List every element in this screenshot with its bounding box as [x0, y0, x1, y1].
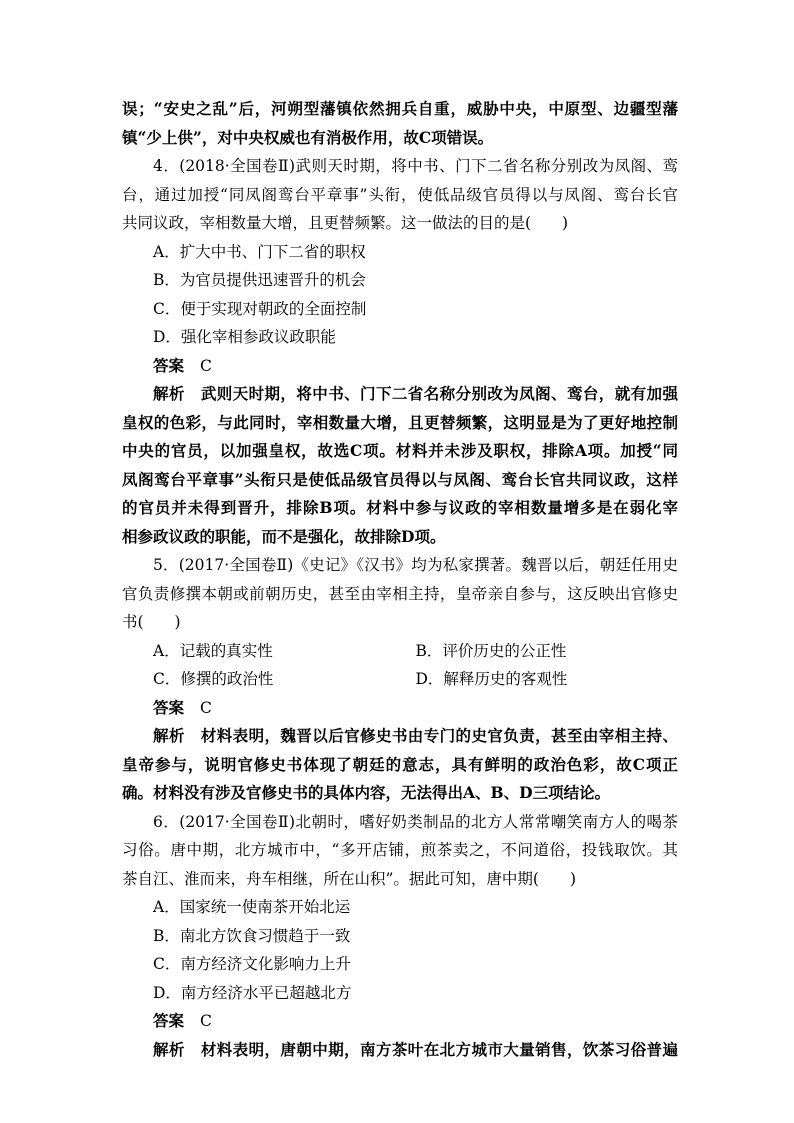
q6-stem-line-2: 习俗。唐中期，北方城市中，“多开店铺，煎茶卖之，不问道俗，投钱取饮。其: [122, 841, 678, 859]
q4-analysis-line-2: 皇权的色彩，与此同时，宰相数量大增，且更替频繁，这明显是为了更好地控制: [122, 412, 678, 432]
q4-stem-line-1: 4．(2018·全国卷Ⅱ)武则天时期，将中书、门下二省名称分别改为凤阁、鸾: [153, 157, 678, 175]
document-page: [122, 95, 678, 1064]
q4-stem-line-2: 台，通过加授“同凤阁鸾台平章事”头衔，使低品级官员得以与凤阁、鸾台长官: [122, 185, 678, 204]
q5-stem-line-2: 官负责修撰本朝或前朝历史，甚至由宰相主持，皇帝亲自参与，这反映出官修史: [122, 584, 678, 603]
q4-stem-line-3: 共同议政，宰相数量大增，且更替频繁。这一做法的目的是( ): [122, 214, 569, 232]
q4-option-b: B．为官员提供迅速晋升的机会: [153, 271, 366, 289]
q5-stem-line-1: 5．(2017·全国卷Ⅱ)《史记》《汉书》均为私家撰著。魏晋以后，朝廷任用史: [153, 556, 678, 574]
q4-analysis-line-3: 中央的官员，以加强皇权，故选C项。材料并未涉及职权，排除A项。加授“同: [122, 441, 678, 460]
q5-option-d: D．解释历史的客观性: [415, 670, 568, 688]
intro-line-2: 镇“少上供”，对中央权威也有消极作用，故C项错误。: [122, 127, 494, 147]
q6-analysis-first: 材料表明，唐朝中期，南方茶叶在北方城市大量销售，饮茶习俗普遍: [200, 1039, 678, 1059]
intro-line-1: 误；“安史之乱”后，河朔型藩镇依然拥兵自重，威胁中央，中原型、边疆型藩: [122, 99, 678, 118]
q5-analysis-first: 材料表明，魏晋以后官修史书由专门的史官负责，甚至由宰相主持、: [200, 726, 678, 745]
q6-answer: [122, 1007, 678, 1036]
q6-option-a: A．国家统一使南茶开始北运: [153, 898, 351, 916]
q4-analysis-line-4: 凤阁鸾台平章事”头衔只是使低品级官员得以与凤阁、鸾台长官共同议政，这样: [122, 469, 678, 489]
q4-option-a: A．扩大中书、门下二省的职权: [153, 242, 366, 261]
q5-answer-label: 答案: [153, 697, 185, 717]
q4-answer-label: 答案: [153, 355, 185, 375]
q4-option-c: C．便于实现对朝政的全面控制: [153, 299, 367, 318]
q5-analysis-line-1: [122, 722, 678, 751]
q6-answer-label: 答案: [153, 1011, 185, 1030]
q5-option-c: C．修撰的政治性: [153, 670, 274, 688]
q4-analysis-line-1: [122, 380, 678, 409]
q4-option-d: D．强化宰相参政议政职能: [153, 328, 336, 346]
q6-option-b: B．南北方饮食习惯趋于一致: [153, 926, 351, 945]
q4-analysis-line-6: 相参政议政的职能，而不是强化，故排除D项。: [122, 526, 446, 546]
q4-analysis-label: 解析: [153, 384, 185, 403]
q4-analysis-line-5: 的官员并未得到晋升，排除B项。材料中参与议政的宰相数量增多是在弱化宰: [122, 498, 678, 517]
q5-answer: [122, 694, 678, 723]
q5-answer-value: C: [200, 698, 212, 717]
q6-stem-line-3: 茶自江、淮而来，舟车相继，所在山积”。据此可知，唐中期( ): [122, 869, 577, 888]
q5-option-a: A．记载的真实性: [153, 641, 273, 660]
q5-analysis-label: 解析: [153, 726, 185, 745]
q6-option-c: C．南方经济文化影响力上升: [153, 955, 351, 973]
q5-options-row-1: [122, 637, 678, 666]
q6-option-d: D．南方经济水平已超越北方: [153, 983, 352, 1002]
q5-analysis-line-3: 确。材料没有涉及官修史书的具体内容，无法得出A、B、D三项结论。: [122, 783, 611, 802]
q6-answer-value: C: [200, 1012, 212, 1030]
q5-stem-line-3: 书( ): [122, 613, 181, 631]
q6-stem-line-1: 6．(2017·全国卷Ⅱ)北朝时，嗜好奶类制品的北方人常常嘲笑南方人的喝茶: [153, 812, 678, 831]
q5-option-b: B．评价历史的公正性: [415, 641, 567, 660]
q4-analysis-first: 武则天时期，将中书、门下二省名称分别改为凤阁、鸾台，就有加强: [200, 384, 678, 403]
q4-answer-value: C: [200, 356, 212, 375]
q5-analysis-line-2: 皇帝参与，说明官修史书体现了朝廷的意志，具有鲜明的政治色彩，故C项正: [122, 754, 678, 774]
q4-answer: [122, 352, 678, 381]
q5-options-row-2: [122, 665, 678, 694]
q6-analysis-line-1: [122, 1036, 678, 1065]
q6-analysis-label: 解析: [153, 1039, 185, 1059]
